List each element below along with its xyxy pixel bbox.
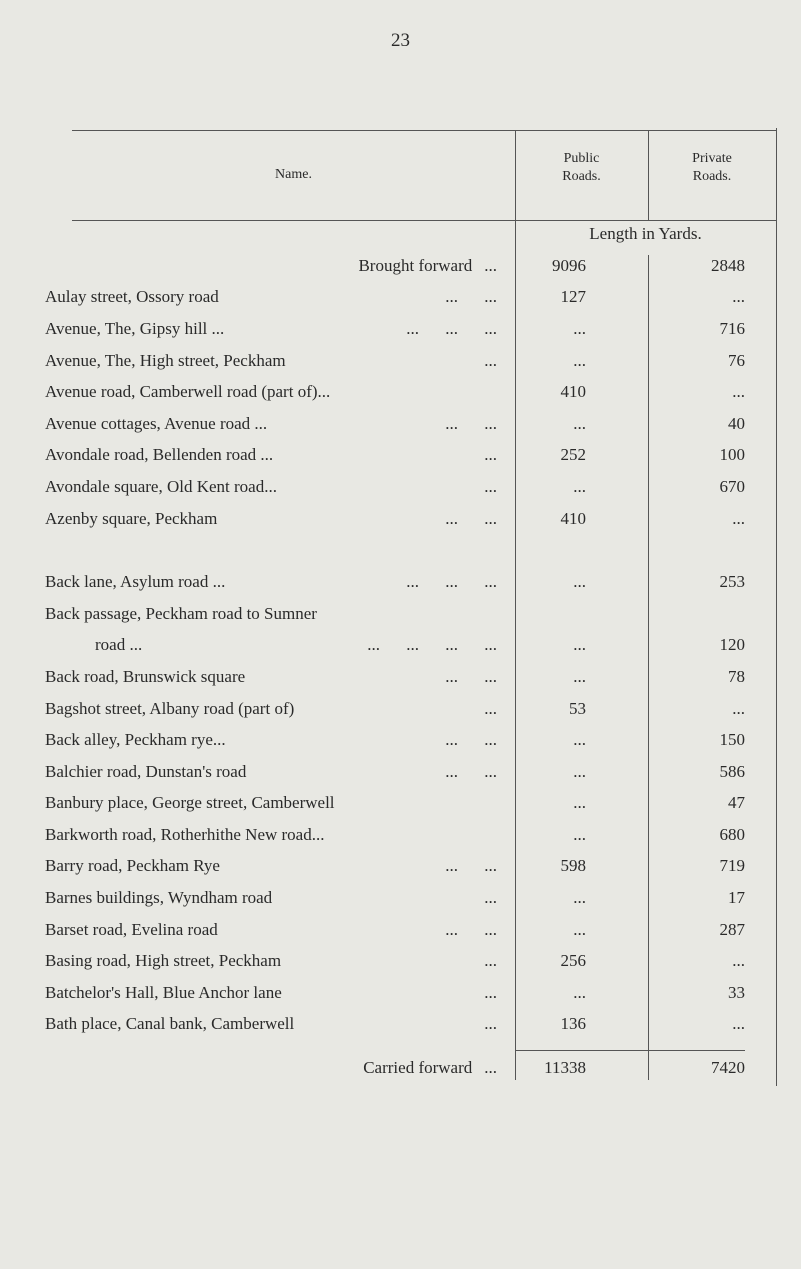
private-value: ... [732, 698, 745, 718]
row-leaders: ... ... [445, 730, 497, 750]
row-leaders: ... ... [445, 761, 497, 781]
private-value: ... [732, 1014, 745, 1034]
table-row [45, 282, 776, 314]
private-value: 719 [719, 856, 745, 876]
row-name: Carried forward [363, 1057, 473, 1077]
table-row [45, 313, 776, 345]
name-cell [45, 287, 515, 307]
private-value: 150 [719, 730, 745, 750]
public-value: 598 [560, 856, 586, 876]
private-value: 287 [719, 919, 745, 939]
row-leaders: ... ... [445, 413, 497, 433]
header-name: Name. [275, 167, 312, 182]
row-leaders: ... [484, 982, 497, 1002]
row-leaders: ... ... ... [406, 572, 497, 592]
public-value: ... [573, 919, 586, 939]
table-row [45, 914, 776, 946]
row-leaders: ... [484, 698, 497, 718]
private-value: 76 [728, 350, 745, 370]
row-name: Avondale square, Old Kent road... [45, 476, 277, 496]
table-row [45, 566, 776, 598]
table-row [45, 471, 776, 503]
private-value: 40 [728, 413, 745, 433]
private-value: 253 [719, 572, 745, 592]
private-value: 100 [719, 445, 745, 465]
row-name: Avondale road, Bellenden road ... [45, 445, 274, 465]
table-top-rule [72, 130, 776, 131]
private-value: ... [732, 951, 745, 971]
table-row [45, 724, 776, 756]
table-row [45, 819, 776, 851]
private-value: 680 [719, 824, 745, 844]
row-leaders: ... ... [445, 856, 497, 876]
name-cell [45, 667, 515, 687]
row-spacer [45, 534, 776, 566]
public-value: 252 [560, 445, 586, 465]
row-leaders: ... ... ... [406, 318, 497, 338]
row-name: Basing road, High street, Peckham [45, 951, 282, 971]
table-row [45, 408, 776, 440]
name-cell [45, 699, 515, 719]
public-value: ... [573, 982, 586, 1002]
name-cell [45, 888, 515, 908]
public-value: 256 [560, 951, 586, 971]
name-cell [45, 825, 515, 845]
header-bottom-rule [72, 220, 776, 221]
table-body [45, 250, 776, 1040]
row-name: Bagshot street, Albany road (part of) [45, 698, 295, 718]
row-leaders: ... [484, 255, 497, 275]
row-name: Back lane, Asylum road ... [45, 572, 226, 592]
public-value: ... [573, 572, 586, 592]
table-row [45, 882, 776, 914]
private-value: 120 [719, 635, 745, 655]
public-value: 410 [560, 382, 586, 402]
private-value: ... [732, 287, 745, 307]
row-name: Barkworth road, Rotherhithe New road... [45, 824, 325, 844]
public-value: 11338 [544, 1057, 586, 1077]
public-value: 9096 [552, 255, 586, 275]
row-leaders: ... [484, 1014, 497, 1034]
private-value: ... [732, 382, 745, 402]
row-name: Back alley, Peckham rye... [45, 730, 226, 750]
row-leaders: ... [484, 476, 497, 496]
table-row [45, 376, 776, 408]
private-value: 17 [728, 888, 745, 908]
name-cell [45, 983, 515, 1003]
name-cell [45, 351, 515, 371]
row-name: Aulay street, Ossory road [45, 287, 219, 307]
table-row [45, 977, 776, 1009]
name-cell [45, 256, 515, 276]
row-name: Barset road, Evelina road [45, 919, 218, 939]
table-row [45, 788, 776, 820]
row-leaders: ... ... [445, 919, 497, 939]
public-value: ... [573, 350, 586, 370]
public-value: ... [573, 761, 586, 781]
public-value: ... [573, 730, 586, 750]
table-row [45, 630, 776, 662]
row-leaders: ... [484, 888, 497, 908]
name-cell [45, 793, 515, 813]
private-value: 716 [719, 318, 745, 338]
public-value: ... [573, 824, 586, 844]
name-cell [45, 382, 515, 402]
private-value: 33 [728, 982, 745, 1002]
public-value: ... [573, 413, 586, 433]
name-cell [45, 951, 515, 971]
row-leaders: ... ... [445, 666, 497, 686]
row-leaders: ... ... [445, 287, 497, 307]
row-name: Back road, Brunswick square [45, 666, 246, 686]
private-value: 78 [728, 666, 745, 686]
row-name: Brought forward [358, 255, 473, 275]
row-name: Barnes buildings, Wyndham road [45, 888, 273, 908]
header-public-roads: Public Roads. [562, 151, 601, 184]
table-row [45, 503, 776, 535]
row-name: road ... [95, 635, 143, 655]
row-leaders: ... [484, 1057, 497, 1077]
public-value: ... [573, 793, 586, 813]
row-name: Banbury place, George street, Camberwell [45, 793, 335, 813]
row-name: Avenue, The, Gipsy hill ... [45, 318, 225, 338]
private-value: ... [732, 508, 745, 528]
table-row [45, 598, 776, 630]
carried-forward-row [45, 1052, 776, 1084]
row-name: Balchier road, Dunstan's road [45, 761, 247, 781]
public-value: ... [573, 888, 586, 908]
header-private-roads: Private Roads. [692, 151, 732, 184]
row-name: Batchelor's Hall, Blue Anchor lane [45, 982, 282, 1002]
name-cell [45, 477, 515, 497]
table-row [45, 345, 776, 377]
name-cell [45, 445, 515, 465]
name-cell [45, 572, 515, 592]
private-value: 7420 [711, 1057, 745, 1077]
table-row [45, 661, 776, 693]
private-value: 670 [719, 476, 745, 496]
row-name: Barry road, Peckham Rye [45, 856, 220, 876]
private-value: 47 [728, 793, 745, 813]
table-row [45, 851, 776, 883]
table-row [45, 440, 776, 472]
name-cell [45, 856, 515, 876]
public-value: ... [573, 635, 586, 655]
row-leaders: ... [484, 445, 497, 465]
public-value: ... [573, 318, 586, 338]
name-cell [45, 730, 515, 750]
table-row [45, 945, 776, 977]
row-name: Bath place, Canal bank, Camberwell [45, 1014, 295, 1034]
row-name: Avenue road, Camberwell road (part of)... [45, 382, 331, 402]
table-right-rule [776, 128, 777, 1086]
public-value: 136 [560, 1014, 586, 1034]
name-cell [45, 920, 515, 940]
page-number: 23 [391, 30, 410, 51]
name-cell [45, 635, 515, 655]
name-cell [45, 509, 515, 529]
table-row [45, 756, 776, 788]
public-value: 410 [560, 508, 586, 528]
units-label: Length in Yards. [589, 224, 702, 243]
table-row [45, 250, 776, 282]
public-value: 127 [560, 287, 586, 307]
name-cell [45, 604, 515, 624]
name-cell [45, 762, 515, 782]
name-cell [45, 414, 515, 434]
public-value: 53 [569, 698, 586, 718]
public-value: ... [573, 666, 586, 686]
row-name: Back passage, Peckham road to Sumner [45, 603, 317, 623]
row-leaders: ... ... ... ... [367, 635, 497, 655]
table-row [45, 693, 776, 725]
total-rule [515, 1050, 745, 1051]
row-name: Avenue, The, High street, Peckham [45, 350, 286, 370]
table-row [45, 1009, 776, 1041]
row-leaders: ... [484, 350, 497, 370]
public-value: ... [573, 476, 586, 496]
row-name: Azenby square, Peckham [45, 508, 218, 528]
row-leaders: ... [484, 951, 497, 971]
private-value: 2848 [711, 255, 745, 275]
row-name: Avenue cottages, Avenue road ... [45, 413, 268, 433]
name-cell [45, 319, 515, 339]
row-leaders: ... ... [445, 508, 497, 528]
private-value: 586 [719, 761, 745, 781]
name-cell [45, 1014, 515, 1034]
